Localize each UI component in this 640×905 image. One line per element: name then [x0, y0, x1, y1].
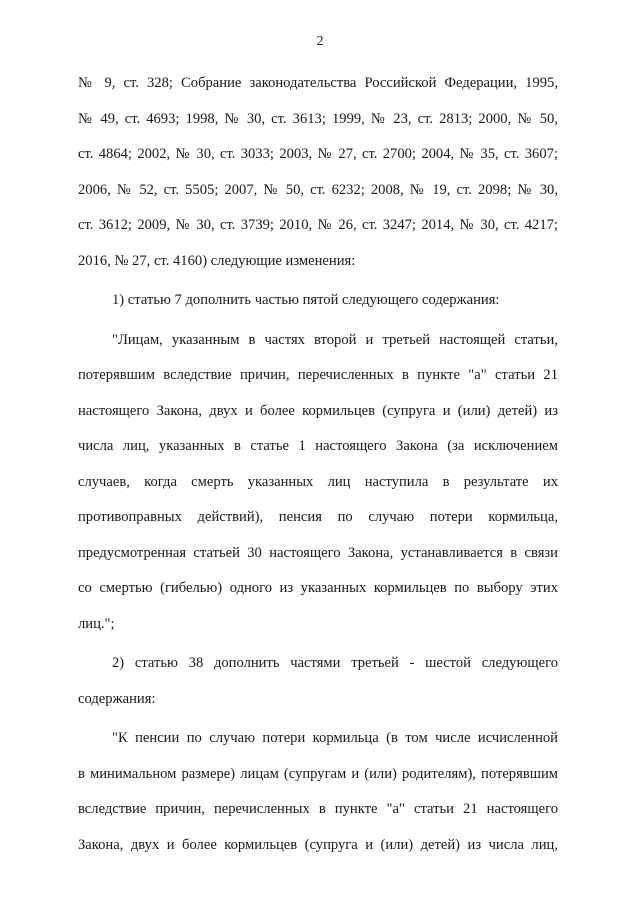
- text-line: 2006, № 52, ст. 5505; 2007, № 50, ст. 6232; 2008, № 19, ст. 2098; № 30,: [78, 181, 558, 198]
- text-line: числа лиц, указанных в статье 1 настоящего Закона (за исключением: [78, 438, 558, 454]
- text-line: 2016, № 27, ст. 4160) следующие изменения:: [78, 252, 356, 269]
- text-line: лиц.";: [78, 615, 115, 632]
- paragraph-item-2: [78, 646, 558, 717]
- text-line: 1) статью 7 дополнить частью пятой следующего содержания:: [112, 292, 500, 308]
- paragraph-citations: [78, 66, 558, 279]
- text-line: "Лицам, указанным в частях второй и третьей настоящей статьи,: [112, 331, 558, 348]
- text-line: противоправных действий), пенсия по случаю потери кормильца,: [78, 509, 558, 525]
- text-line: содержания:: [78, 690, 156, 707]
- text-line: "К пенсии по случаю потери кормильца (в том числе исчисленной: [112, 730, 558, 746]
- text-line: настоящего Закона, двух и более кормильцев (супруга и (или) детей) из: [78, 402, 558, 419]
- text-line: № 9, ст. 328; Собрание законодательства Российской Федерации, 1995,: [78, 75, 558, 91]
- text-line: случаев, когда смерть указанных лиц наступила в результате их: [78, 473, 558, 490]
- paragraph-quote-1: [78, 323, 558, 643]
- text-line: потерявшим вследствие причин, перечисленных в пункте "а" статьи 21: [78, 367, 558, 383]
- text-line: Закона, двух и более кормильцев (супруга и (или) детей) из числа лиц,: [78, 836, 558, 853]
- text-line: вследствие причин, перечисленных в пункте "а" статьи 21 настоящего: [78, 801, 558, 817]
- page-number: 2: [316, 34, 324, 49]
- text-line: ст. 3612; 2009, № 30, ст. 3739; 2010, № 26, ст. 3247; 2014, № 30, ст. 4217;: [78, 217, 558, 233]
- text-line: 2) статью 38 дополнить частями третьей - шестой следующего: [112, 655, 558, 671]
- text-line: предусмотренная статьей 30 настоящего Закона, устанавливается в связи: [78, 544, 558, 561]
- document-body: [78, 66, 558, 863]
- text-line: № 49, ст. 4693; 1998, № 30, ст. 3613; 1999, № 23, ст. 2813; 2000, № 50,: [78, 110, 558, 127]
- text-line: в минимальном размере) лицам (супругам и (или) родителям), потерявшим: [78, 765, 558, 782]
- paragraph-quote-2: [78, 721, 558, 863]
- text-line: ст. 4864; 2002, № 30, ст. 3033; 2003, № 27, ст. 2700; 2004, № 35, ст. 3607;: [78, 146, 558, 162]
- text-line: со смертью (гибелью) одного из указанных кормильцев по выбору этих: [78, 580, 558, 596]
- paragraph-item-1: [78, 283, 558, 319]
